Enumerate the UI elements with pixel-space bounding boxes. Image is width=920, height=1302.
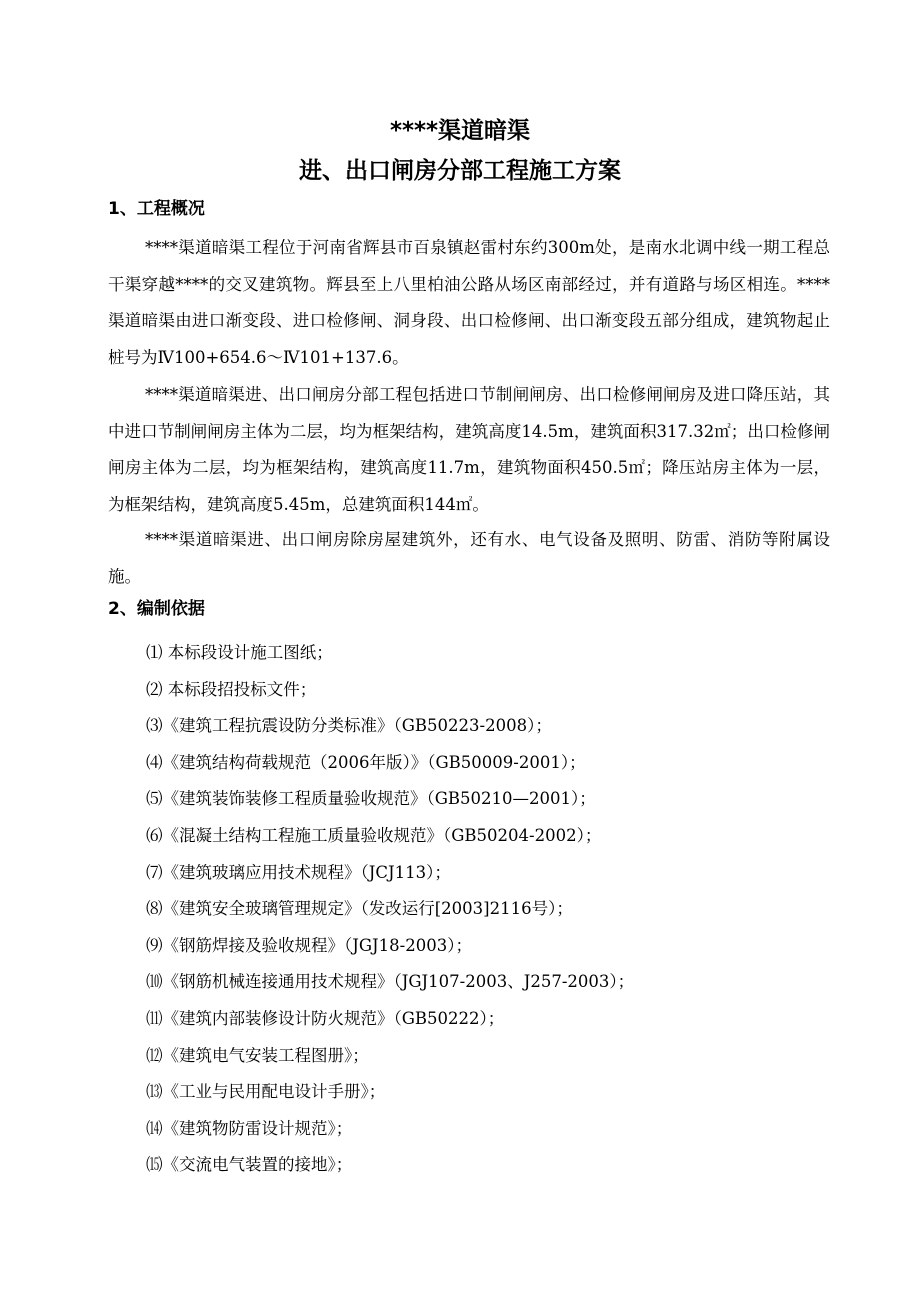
list-item: ⑻《建筑安全玻璃管理规定》（发改运行[2003]2116号）； bbox=[146, 899, 573, 919]
overview-paragraph: ****渠道暗渠工程位于河南省辉县市百泉镇赵雷村东约300m处，是南水北调中线一期工程总干渠穿越****的交叉建筑物。辉县至上八里柏油公路从场区南部经过，并有道路与场区相连。****渠道暗渠由进口渐变段、进口检修闸、洞身段、出口检修闸、出口渐变段五部分组成，建筑物起止桩号为Ⅳ100+654.6～Ⅳ101+137.6。 bbox=[108, 238, 830, 367]
list-item: ⒁《建筑物防雷设计规范》； bbox=[146, 1118, 353, 1138]
list-item: ⑶《建筑工程抗震设防分类标准》（GB50223-2008）； bbox=[146, 716, 552, 736]
document-title: ****渠道暗渠 bbox=[389, 118, 531, 144]
list-item: ⑹《混凝土结构工程施工质量验收规范》（GB50204-2002）； bbox=[146, 825, 602, 845]
list-item: ⒀《工业与民用配电设计手册》； bbox=[146, 1082, 386, 1102]
section-heading-overview: 1、工程概况 bbox=[108, 199, 205, 219]
list-item: ⑸《建筑装饰装修工程质量验收规范》（GB50210—2001）； bbox=[146, 789, 596, 809]
list-item: ⑿《建筑电气安装工程图册》； bbox=[146, 1045, 369, 1065]
overview-paragraph: ****渠道暗渠进、出口闸房分部工程包括进口节制闸闸房、出口检修闸闸房及进口降压站，其中进口节制闸闸房主体为二层，均为框架结构，建筑高度14.5m，建筑面积317.32㎡；出口检修闸闸房主体为二层，均为框架结构，建筑高度11.7m，建筑物面积450.5㎡；降压站房主体为一层，为框架结构，建筑高度5.45m，总建筑面积144㎡。 bbox=[108, 385, 830, 514]
document-subtitle: 进、出口闸房分部工程施工方案 bbox=[299, 158, 621, 184]
list-item: ⑺《建筑玻璃应用技术规程》（JCJ113）； bbox=[146, 862, 451, 882]
list-item: ⑼《钢筋焊接及验收规程》（JGJ18-2003）； bbox=[146, 935, 472, 955]
list-item: ⑴ 本标段设计施工图纸； bbox=[146, 643, 333, 662]
list-item: ⑵ 本标段招投标文件； bbox=[146, 679, 317, 699]
list-item: ⑽《钢筋机械连接通用技术规程》（JGJ107-2003、J257-2003）； bbox=[146, 972, 635, 992]
reference-list bbox=[146, 635, 634, 1184]
section-heading-basis: 2、编制依据 bbox=[108, 599, 205, 619]
list-item: ⑾《建筑内部装修设计防火规范》（GB50222）； bbox=[146, 1008, 505, 1028]
overview-paragraph: ****渠道暗渠进、出口闸房除房屋建筑外，还有水、电气设备及照明、防雷、消防等附属设施。 bbox=[108, 530, 830, 586]
list-item: ⑷《建筑结构荷载规范（2006年版）》（GB50009-2001）； bbox=[146, 752, 586, 772]
list-item: ⒂《交流电气装置的接地》； bbox=[146, 1155, 353, 1175]
